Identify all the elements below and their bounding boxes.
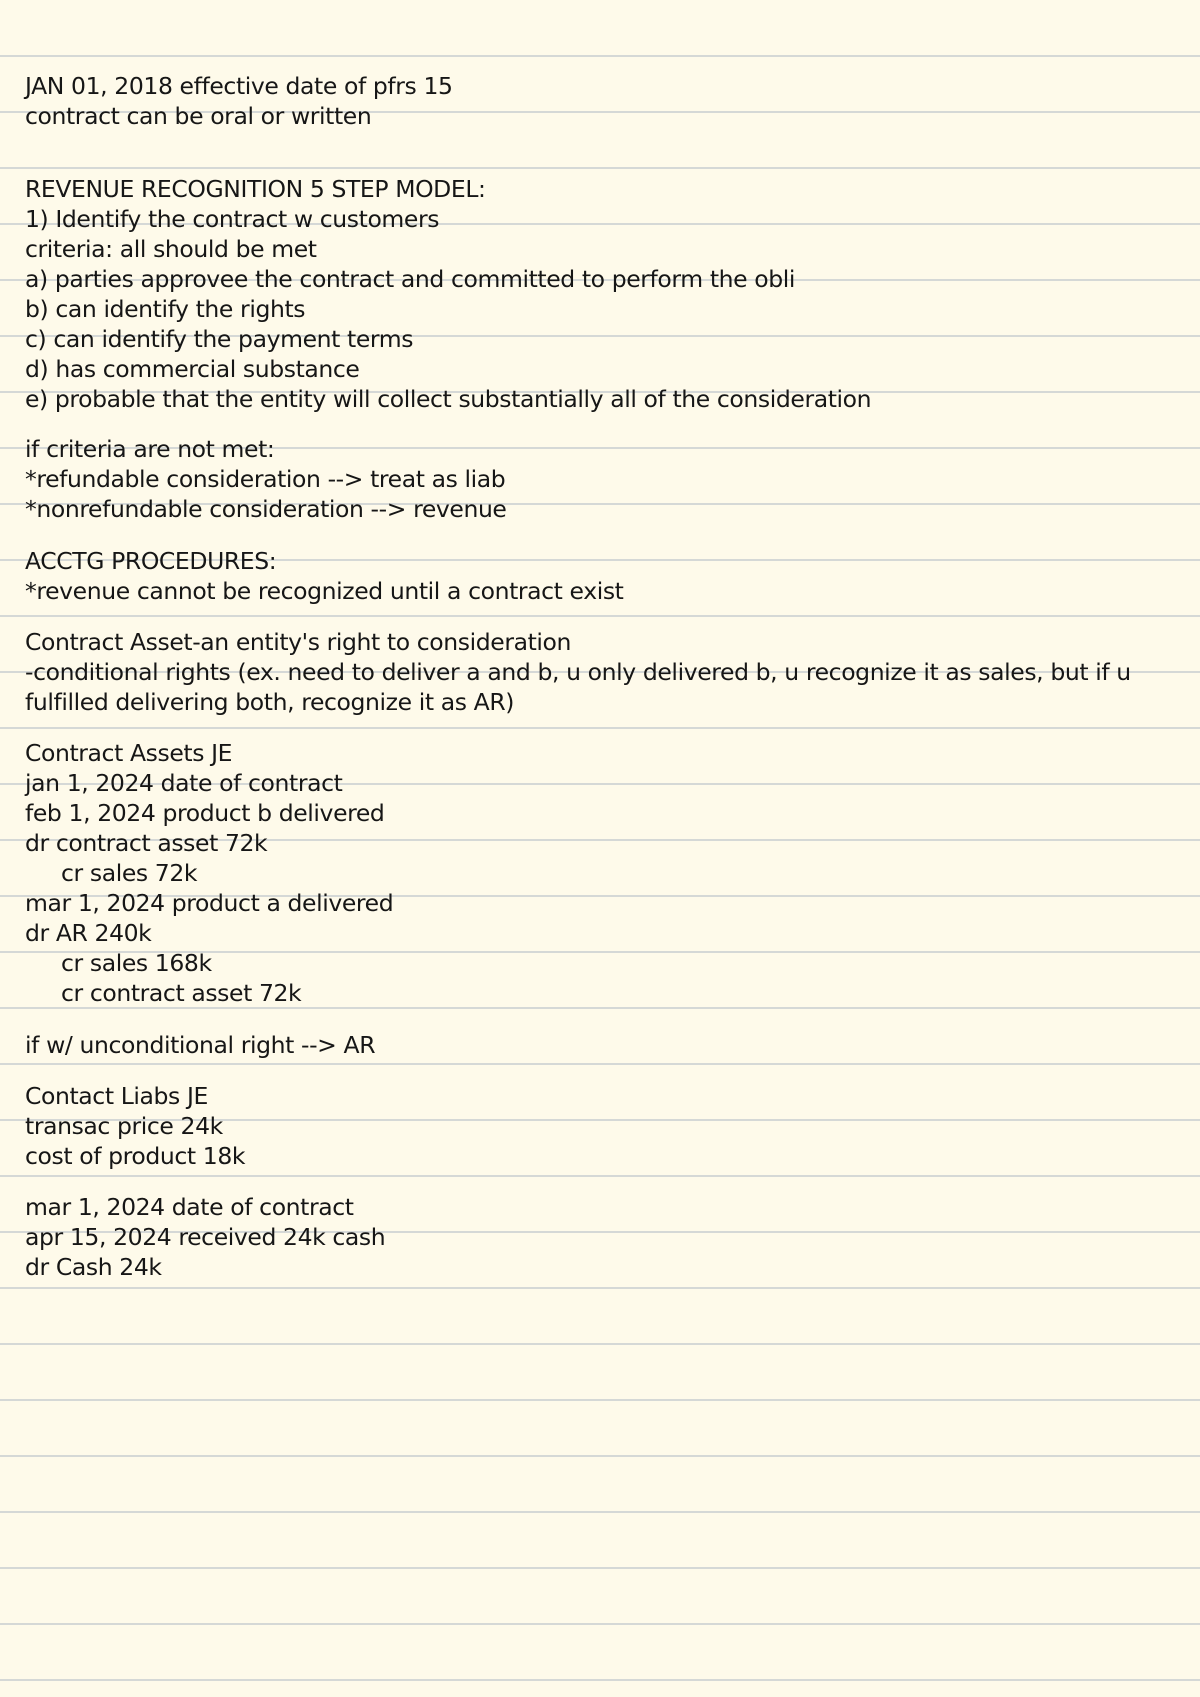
journal-entry-debit: dr Cash 24k [25, 1253, 162, 1281]
note-line: *nonrefundable consideration --> revenue [25, 495, 507, 523]
journal-entry-credit: cr sales 72k [61, 859, 198, 887]
rule-line [0, 1567, 1200, 1569]
note-line: *revenue cannot be recognized until a contract exist [25, 577, 624, 605]
rule-line [0, 1343, 1200, 1345]
note-line: 1) Identify the contract w customers [25, 205, 440, 233]
note-heading: ACCTG PROCEDURES: [25, 547, 277, 575]
rule-line [0, 615, 1200, 617]
rule-line [0, 1287, 1200, 1289]
rule-line [0, 1623, 1200, 1625]
note-heading: REVENUE RECOGNITION 5 STEP MODEL: [25, 175, 486, 203]
criteria-item: b) can identify the rights [25, 295, 306, 323]
criteria-item: d) has commercial substance [25, 355, 360, 383]
note-line: -conditional rights (ex. need to deliver a and b, u only delivered b, u recognize it as sales, but if u [25, 658, 1131, 686]
note-line: transac price 24k [25, 1112, 223, 1140]
note-line: *refundable consideration --> treat as liab [25, 465, 506, 493]
rule-line [0, 55, 1200, 57]
note-heading: Contract Assets JE [25, 739, 233, 767]
rule-line [0, 1455, 1200, 1457]
note-line: cost of product 18k [25, 1142, 246, 1170]
journal-entry-debit: dr AR 240k [25, 919, 152, 947]
note-line: criteria: all should be met [25, 235, 317, 263]
note-line: Contract Asset-an entity's right to consideration [25, 628, 571, 656]
journal-entry-debit: dr contract asset 72k [25, 829, 268, 857]
criteria-item: a) parties approvee the contract and committed to perform the obli [25, 265, 796, 293]
note-line: feb 1, 2024 product b delivered [25, 799, 385, 827]
criteria-item: c) can identify the payment terms [25, 325, 414, 353]
rule-line [0, 1175, 1200, 1177]
criteria-item: e) probable that the entity will collect substantially all of the consideration [25, 385, 872, 413]
note-line: mar 1, 2024 date of contract [25, 1193, 354, 1221]
rule-line [0, 1063, 1200, 1065]
rule-line [0, 1679, 1200, 1681]
rule-line [0, 727, 1200, 729]
note-line: jan 1, 2024 date of contract [25, 769, 343, 797]
journal-entry-credit: cr sales 168k [61, 949, 212, 977]
note-line: if criteria are not met: [25, 435, 275, 463]
note-line: contract can be oral or written [25, 102, 372, 130]
note-line: if w/ unconditional right --> AR [25, 1031, 376, 1059]
note-line: apr 15, 2024 received 24k cash [25, 1223, 386, 1251]
note-line: mar 1, 2024 product a delivered [25, 889, 394, 917]
rule-line [0, 1511, 1200, 1513]
note-line: fulfilled delivering both, recognize it as AR) [25, 688, 515, 716]
rule-line [0, 167, 1200, 169]
journal-entry-credit: cr contract asset 72k [61, 979, 302, 1007]
note-heading: Contact Liabs JE [25, 1082, 208, 1110]
note-line: JAN 01, 2018 effective date of pfrs 15 [25, 72, 453, 100]
rule-line [0, 1399, 1200, 1401]
